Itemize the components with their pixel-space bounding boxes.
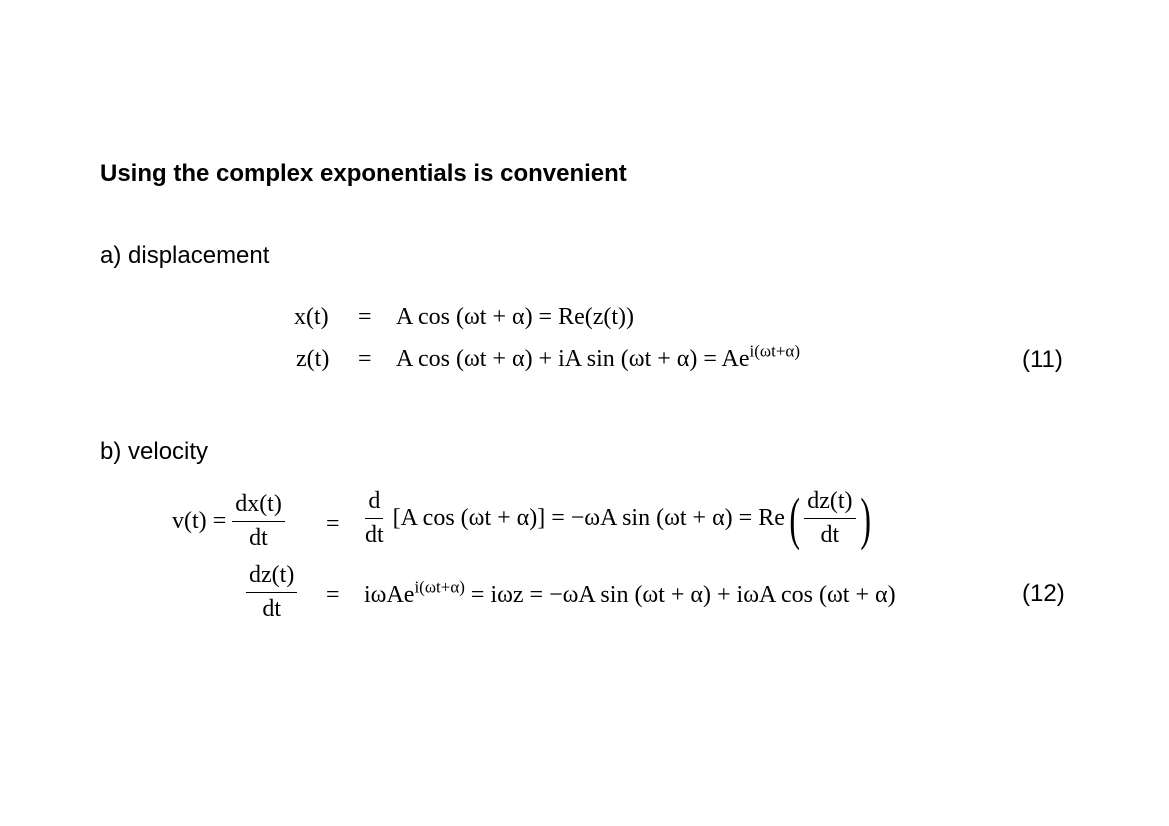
eq11-row1-equals: = xyxy=(358,304,372,330)
eq12-row1-lhs-prefix: v(t) = xyxy=(172,508,227,534)
eq11-row1-rhs: A cos (ωt + α) = Re(z(t)) xyxy=(396,304,635,330)
fraction-denominator: dt xyxy=(249,525,268,551)
eq12-row1-re-fraction xyxy=(804,488,855,549)
eq12-row1-equals: = xyxy=(326,511,340,537)
eq12-row2-lhs-fraction xyxy=(246,562,297,623)
eq12-row1-lhs-fraction xyxy=(232,491,285,552)
eq12-row1-lhs xyxy=(172,491,285,552)
eq11-row2-rhs-main: A cos (ωt + α) + iA sin (ωt + α) = Ae xyxy=(396,346,750,372)
eq12-row1-rhs-middle: [A cos (ωt + α)] = −ωA sin (ωt + α) = Re xyxy=(392,505,785,531)
eq11-row1-lhs: x(t) xyxy=(294,304,329,330)
fraction-denominator: dt xyxy=(365,522,384,548)
section-b-heading: b) velocity xyxy=(100,438,209,465)
fraction-numerator: dz(t) xyxy=(804,488,855,519)
fraction-numerator: d xyxy=(365,488,383,519)
fraction-denominator: dt xyxy=(820,522,840,548)
eq12-row2-rhs-a: iωAe xyxy=(364,582,415,608)
eq12-row2-equals: = xyxy=(326,582,340,608)
eq11-row2-equals: = xyxy=(358,346,372,372)
equation-number-12: (12) xyxy=(1022,580,1065,607)
open-paren: ( xyxy=(789,485,800,551)
eq12-row2-rhs-exponent: i(ωt+α) xyxy=(414,577,465,597)
eq11-row2-rhs xyxy=(396,341,800,373)
fraction-denominator: dt xyxy=(262,596,281,622)
page-title: Using the complex exponentials is convenient xyxy=(100,160,627,187)
eq12-row2-rhs xyxy=(364,577,896,609)
eq12-row2-lhs xyxy=(246,562,297,623)
derivative-operator-fraction xyxy=(362,488,387,549)
close-paren: ) xyxy=(859,485,871,551)
fraction-numerator: dx(t) xyxy=(232,491,285,522)
eq11-row2-lhs: z(t) xyxy=(296,346,330,372)
eq12-row2-rhs-b: = iωz = −ωA sin (ωt + α) + iωA cos (ωt + α) xyxy=(470,582,896,608)
section-a-heading: a) displacement xyxy=(100,242,270,269)
equation-number-11: (11) xyxy=(1022,346,1063,373)
eq11-row2-rhs-exponent: i(ωt+α) xyxy=(749,341,800,361)
fraction-numerator: dz(t) xyxy=(246,562,297,593)
eq12-row1-rhs xyxy=(362,485,875,551)
